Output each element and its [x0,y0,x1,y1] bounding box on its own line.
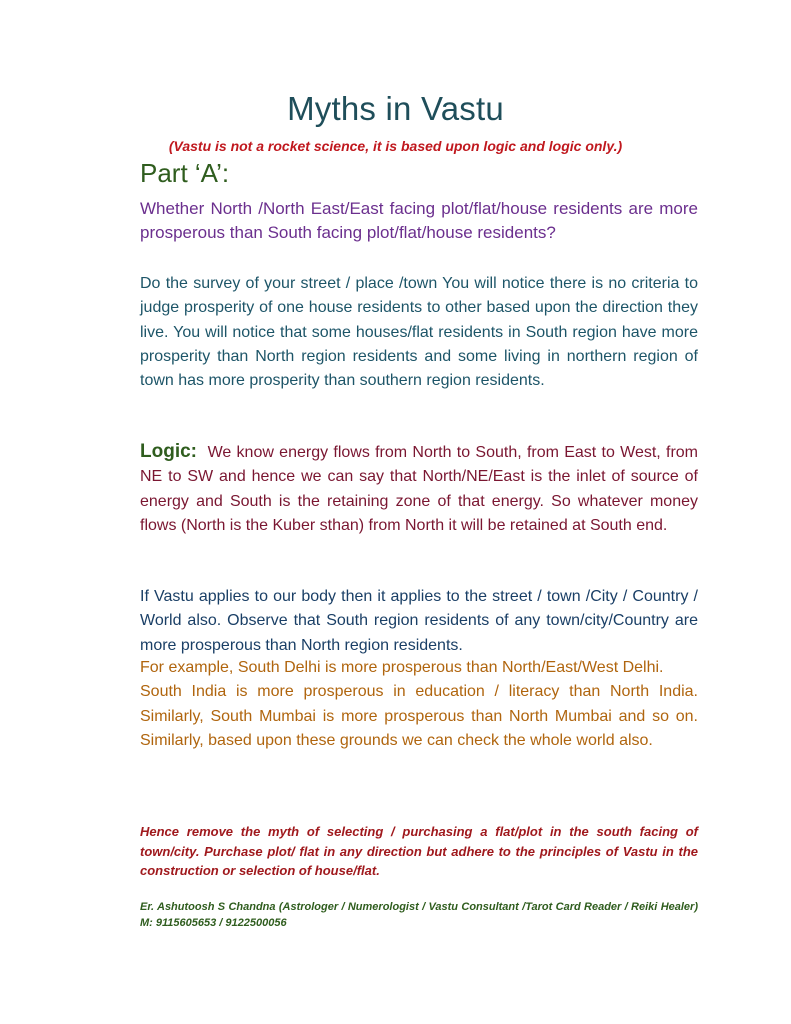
survey-paragraph: Do the survey of your street / place /town You will notice there is no criteria to judge prosperity of one house residents to other based upon the direction they live. You will notice that some houses/flat residents in South region have more prosperity than North region residents and some living in northern region of town has more prosperity than southern region residents. [140,275,698,390]
question-paragraph: Whether North /North East/East facing plot/flat/house residents are more prosperous than South facing plot/flat/house residents? [140,199,698,242]
logic-label: Logic: [140,441,197,462]
vastu-paragraph: If Vastu applies to our body then it applies to the street / town /City / Country / World also. Observe that South region residents of any town/city/Country are more prosperous than North region residents. [140,588,698,654]
page-subtitle: (Vastu is not a rocket science, it is based upon logic and logic only.) [168,138,623,154]
part-heading: Part ‘A’: [140,158,230,188]
page-title: Myths in Vastu [287,90,504,127]
example-india: South India is more prosperous in education / literacy than North India. Similarly, South Mumbai is more prosperous than North Mumbai and so on. Similarly, based upon these grounds we can check the whole world also. [140,683,698,749]
logic-paragraph: We know energy flows from North to South, from East to West, from NE to SW and hence we can say that North/NE/East is the inlet of source of energy and South is the retaining zone of that energy. So whatever money flows (North is the Kuber sthan) from North it will be retained at South end. [140,444,699,534]
logic-section [140,440,698,538]
examples-section [140,656,698,753]
conclusion-paragraph: Hence remove the myth of selecting / purchasing a flat/plot in the south facing of town/city. Purchase plot/ flat in any direction but adhere to the principles of Vastu in the construction or selection of house/flat. [140,824,698,878]
author-signature: Er. Ashutoosh S Chandna (Astrologer / Numerologist / Vastu Consultant /Tarot Card Reader / Reiki Healer) M: 9115605653 / 9122500056 [140,901,698,929]
example-delhi: For example, South Delhi is more prosperous than North/East/West Delhi. [140,659,664,676]
